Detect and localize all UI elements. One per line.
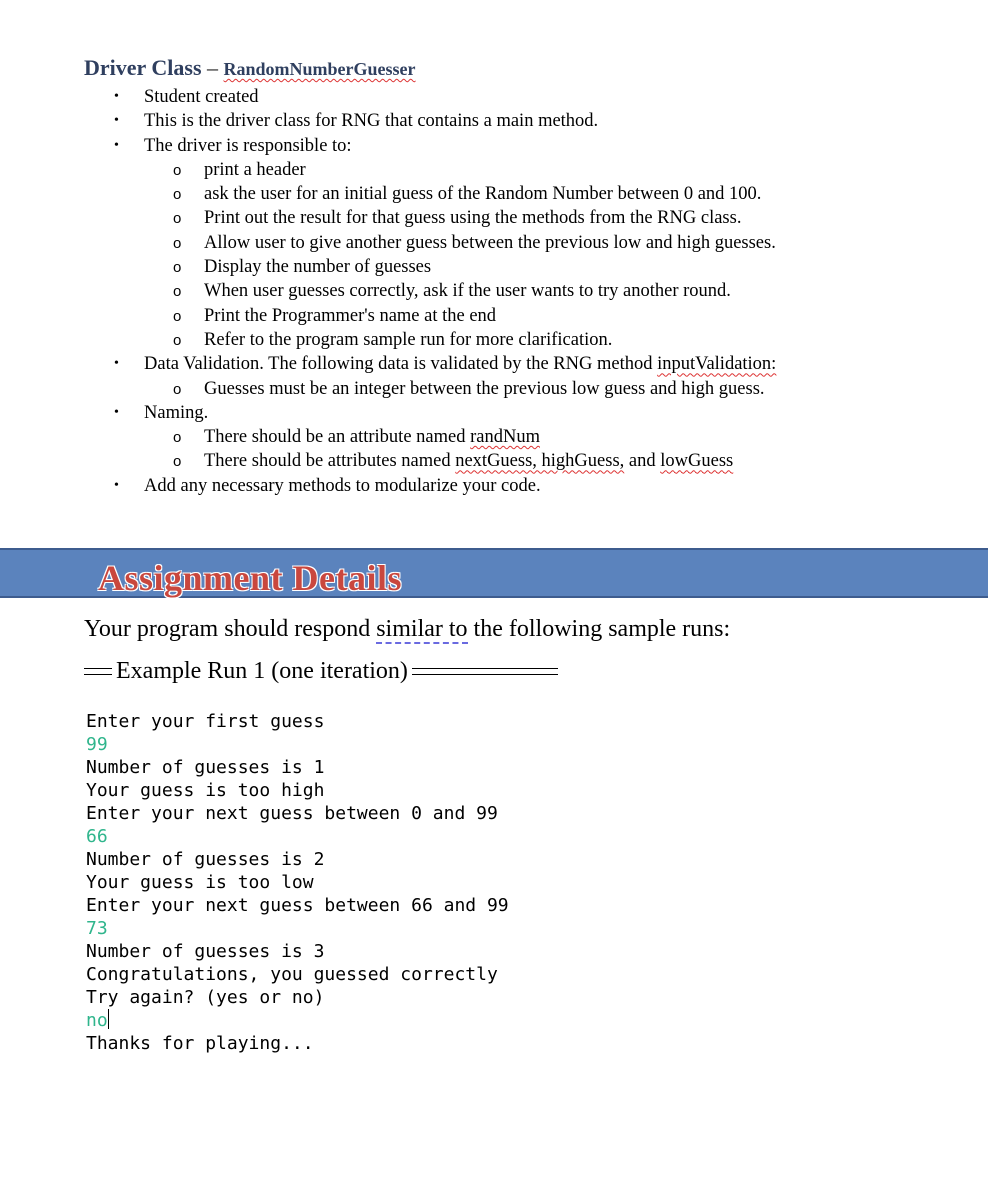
sub-list-item-text: When user guesses correctly, ask if the user wants to try another round. bbox=[204, 281, 731, 302]
console-line-text: Congratulations, you guessed correctly bbox=[86, 964, 498, 985]
bullet-icon: • bbox=[114, 404, 119, 420]
sub-list-item-text: Print the Programmer's name at the end bbox=[204, 305, 497, 326]
sub-list-item bbox=[84, 231, 964, 255]
sub-list-item-text: print a header bbox=[204, 159, 306, 180]
example-label: Example Run 1 (one iteration) bbox=[116, 658, 408, 684]
list-item bbox=[84, 474, 964, 498]
list-item-text: Student created bbox=[144, 87, 259, 107]
attribute-name: nextGuess, highGuess, bbox=[455, 451, 625, 472]
method-name: inputValidation: bbox=[657, 354, 777, 375]
list-item-text: Naming. bbox=[144, 402, 209, 423]
driver-class-section bbox=[84, 54, 964, 498]
circle-bullet-icon: o bbox=[173, 307, 182, 325]
console-output bbox=[86, 710, 509, 1055]
console-output-line bbox=[86, 894, 509, 917]
console-line-text: 73 bbox=[86, 918, 108, 939]
console-output-line bbox=[86, 871, 509, 894]
driver-heading bbox=[84, 54, 964, 83]
double-rule bbox=[412, 668, 558, 675]
circle-bullet-icon: o bbox=[173, 331, 182, 349]
circle-bullet-icon: o bbox=[173, 234, 182, 252]
console-output-line bbox=[86, 756, 509, 779]
naming-text: There should be attributes named bbox=[204, 451, 456, 472]
console-line-text: 99 bbox=[86, 734, 108, 755]
console-output-line bbox=[86, 986, 509, 1009]
list-item-text: The driver is responsible to: bbox=[144, 135, 352, 156]
naming-text: and bbox=[624, 451, 661, 472]
bullet-icon: • bbox=[114, 89, 119, 104]
sub-list-item-text bbox=[204, 425, 964, 449]
console-line-text: Enter your first guess bbox=[86, 711, 325, 732]
console-output-line bbox=[86, 963, 509, 986]
console-line-text: 66 bbox=[86, 826, 108, 847]
driver-class-name: RandomNumberGuesser bbox=[223, 59, 416, 79]
list-item bbox=[84, 109, 964, 133]
console-line-text: no bbox=[86, 1010, 108, 1031]
circle-bullet-icon: o bbox=[173, 453, 182, 471]
console-input-line bbox=[86, 917, 509, 940]
list-item bbox=[84, 134, 964, 353]
list-item-text: This is the driver class for RNG that contains a main method. bbox=[144, 111, 599, 132]
list-item-text: Add any necessary methods to modularize your code. bbox=[144, 475, 541, 496]
sub-list-item bbox=[84, 449, 964, 473]
sub-list-item-text: Print out the result for that guess using the methods from the RNG class. bbox=[204, 208, 742, 229]
sub-list-item bbox=[84, 206, 964, 230]
circle-bullet-icon: o bbox=[173, 210, 182, 228]
console-line-text: Your guess is too low bbox=[86, 872, 314, 893]
intro-after: the following sample runs: bbox=[467, 616, 731, 642]
console-line-text: Your guess is too high bbox=[86, 780, 325, 801]
bullet-icon: • bbox=[114, 137, 119, 153]
section-title: Assignment Details bbox=[98, 558, 402, 598]
circle-bullet-icon: o bbox=[173, 380, 182, 398]
console-output-line bbox=[86, 802, 509, 825]
intro-text bbox=[84, 614, 730, 644]
sub-list bbox=[144, 158, 964, 352]
console-line-text: Enter your next guess between 0 and 99 bbox=[86, 803, 498, 824]
naming-text: There should be an attribute named bbox=[204, 427, 471, 448]
console-output-line bbox=[86, 779, 509, 802]
sub-list bbox=[144, 377, 964, 401]
driver-heading-prefix: Driver Class bbox=[84, 55, 202, 80]
console-output-line bbox=[86, 940, 509, 963]
circle-bullet-icon: o bbox=[173, 429, 182, 447]
console-output-line bbox=[86, 710, 509, 733]
sub-list-item-text bbox=[204, 449, 964, 473]
sub-list bbox=[144, 425, 964, 474]
sub-list-item-text: Allow user to give another guess between the previous low and high guesses. bbox=[204, 232, 776, 253]
sub-list-item bbox=[84, 425, 964, 449]
sub-list-item-text: Refer to the program sample run for more clarification. bbox=[204, 329, 613, 350]
console-line-text: Number of guesses is 1 bbox=[86, 757, 325, 778]
console-line-text: Thanks for playing... bbox=[86, 1033, 314, 1054]
console-input-line bbox=[86, 825, 509, 848]
console-input-line bbox=[86, 733, 509, 756]
requirements-list bbox=[84, 85, 964, 498]
console-line-text: Enter your next guess between 66 and 99 bbox=[86, 895, 509, 916]
sub-list-item bbox=[84, 255, 964, 279]
intro-dotted: similar to bbox=[376, 616, 468, 642]
circle-bullet-icon: o bbox=[173, 161, 182, 179]
circle-bullet-icon: o bbox=[173, 283, 182, 301]
heading-dash: – bbox=[207, 55, 219, 80]
console-output-line bbox=[86, 1032, 509, 1055]
circle-bullet-icon: o bbox=[173, 186, 182, 204]
sub-list-item-text: Guesses must be an integer between the previous low guess and high guess. bbox=[204, 378, 765, 399]
section-banner bbox=[0, 548, 988, 598]
console-line-text: Number of guesses is 2 bbox=[86, 849, 325, 870]
list-item bbox=[84, 352, 964, 401]
sub-list-item bbox=[84, 158, 964, 182]
bullet-icon: • bbox=[114, 356, 119, 372]
sub-list-item bbox=[84, 328, 964, 352]
console-output-line bbox=[86, 848, 509, 871]
attribute-name: randNum bbox=[470, 427, 540, 448]
list-item bbox=[84, 401, 964, 474]
sub-list-item bbox=[84, 182, 964, 206]
example-label-row bbox=[84, 656, 558, 686]
double-rule bbox=[84, 668, 112, 675]
bullet-icon: • bbox=[114, 477, 119, 493]
sub-list-item bbox=[84, 279, 964, 303]
console-line-text: Number of guesses is 3 bbox=[86, 941, 325, 962]
sub-list-item bbox=[84, 304, 964, 328]
circle-bullet-icon: o bbox=[173, 259, 182, 277]
console-line-text: Try again? (yes or no) bbox=[86, 987, 325, 1008]
sub-list-item bbox=[84, 377, 964, 401]
console-input-line bbox=[86, 1009, 509, 1032]
intro-before: Your program should respond bbox=[84, 616, 377, 642]
bullet-icon: • bbox=[114, 113, 119, 129]
list-item-text: Data Validation. The following data is validated by the RNG method bbox=[144, 354, 658, 375]
attribute-name: lowGuess bbox=[660, 451, 734, 472]
sub-list-item-text: Display the number of guesses bbox=[204, 257, 432, 278]
list-item bbox=[84, 85, 964, 109]
text-cursor bbox=[108, 1009, 109, 1029]
sub-list-item-text: ask the user for an initial guess of the Random Number between 0 and 100. bbox=[204, 184, 762, 205]
